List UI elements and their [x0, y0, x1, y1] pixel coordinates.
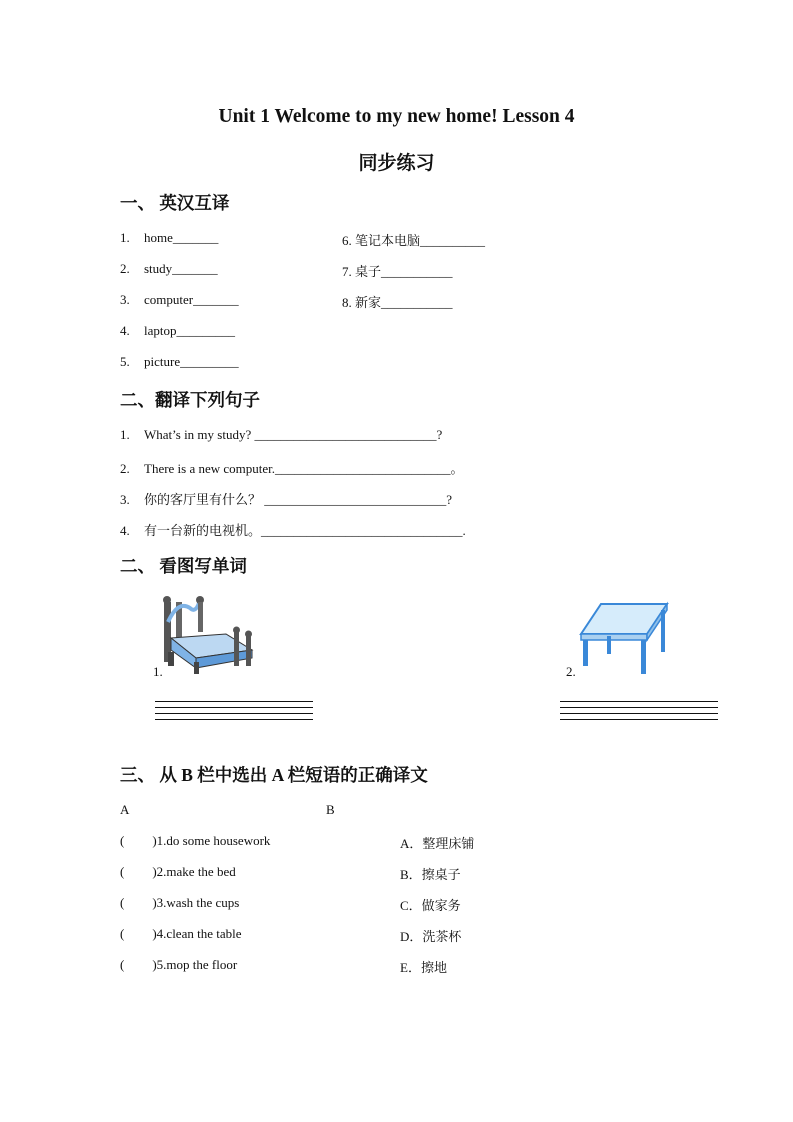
- table-row: ( )2.make the bed: [120, 864, 236, 879]
- table-row-answer: E．擦地: [400, 960, 447, 975]
- section3-heading: 二、 看图写单词: [120, 556, 247, 576]
- list-item: 3. 你的客厅里有什么？ ____________________________?: [120, 492, 453, 507]
- table-row-answer: C．做家务: [400, 898, 461, 913]
- section2-heading: 二、翻译下列句子: [120, 390, 260, 410]
- section1-heading: 一、 英汉互译: [120, 193, 230, 213]
- list-item: 4. 有一台新的电视机。_______________________________.: [120, 523, 466, 538]
- list-item: 6. 笔记本电脑__________: [342, 233, 486, 248]
- list-item: 1. What’s in my study? ____________________________?: [120, 427, 443, 442]
- table-row: ( )5.mop the floor: [120, 957, 238, 972]
- table-row-answer: B．擦桌子: [400, 867, 461, 882]
- column-a-header: A: [120, 802, 130, 817]
- page-title: Unit 1 Welcome to my new home! Lesson 4: [218, 106, 575, 127]
- list-item: 4. laptop_________: [120, 323, 235, 338]
- page-subtitle: 同步练习: [358, 153, 435, 174]
- table-row: ( )3.wash the cups: [120, 895, 240, 910]
- picture-label: 1.: [153, 664, 163, 679]
- table-row-answer: D．洗茶杯: [400, 929, 462, 944]
- section4-heading: 三、 从 B 栏中选出 A 栏短语的正确译文: [120, 765, 428, 785]
- table-row: ( )1.do some housework: [120, 833, 271, 848]
- bed-icon: [160, 592, 260, 680]
- list-item: 3. computer_______: [120, 292, 239, 307]
- list-item: 7. 桌子___________: [342, 264, 453, 279]
- table-row: ( )4.clean the table: [120, 926, 242, 941]
- list-item: 2. study_______: [120, 261, 218, 276]
- list-item: 2. There is a new computer.___________________________。: [120, 461, 464, 476]
- table-row-answer: A．整理床铺: [400, 836, 475, 851]
- picture-label: 2.: [566, 664, 576, 679]
- list-item: 1. home_______: [120, 230, 219, 245]
- list-item: 8. 新家___________: [342, 295, 453, 310]
- table-icon: [577, 600, 671, 676]
- list-item: 5. picture_________: [120, 354, 239, 369]
- column-b-header: B: [326, 802, 335, 817]
